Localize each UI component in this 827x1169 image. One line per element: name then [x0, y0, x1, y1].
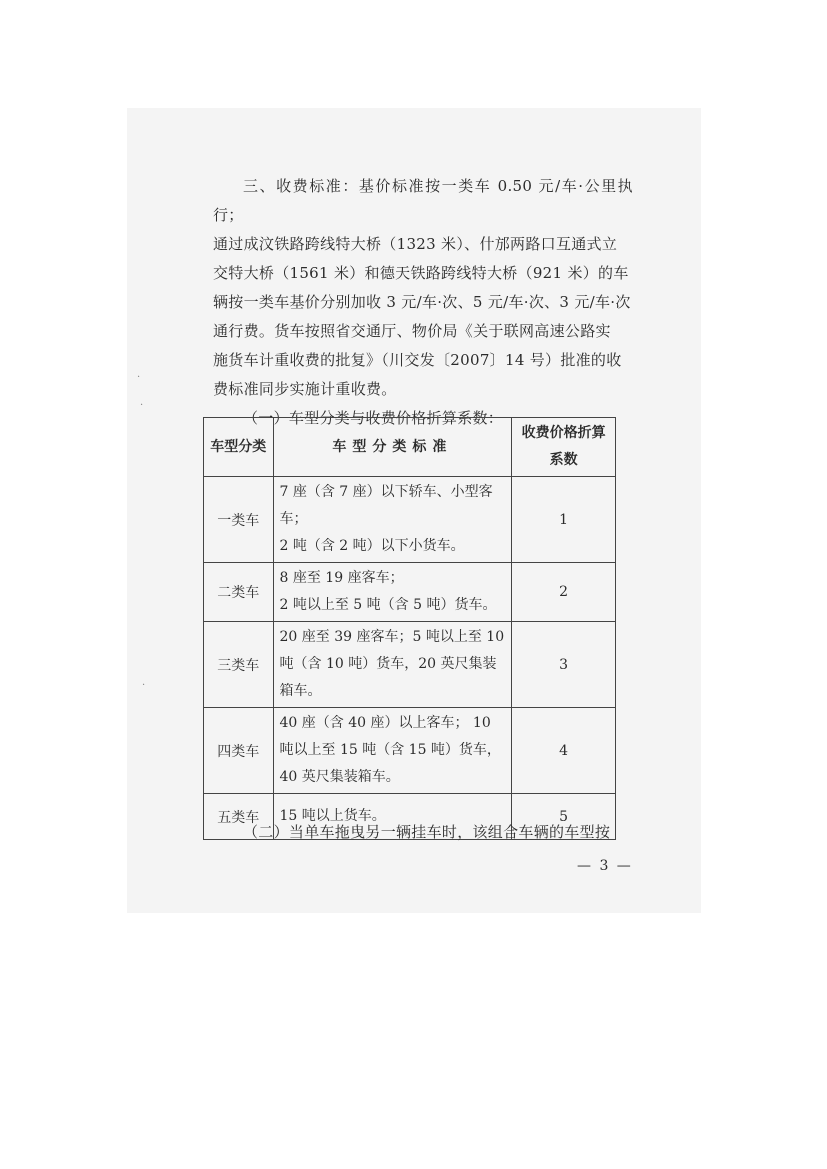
vehicle-type-cell: 一类车 — [204, 477, 274, 563]
scan-speck: · — [137, 372, 141, 383]
header-coefficient: 收费价格折算系数 — [512, 418, 616, 477]
criteria-cell — [273, 563, 512, 622]
criteria-cell — [273, 622, 512, 708]
vehicle-type-cell: 二类车 — [204, 563, 274, 622]
table-row — [204, 477, 616, 563]
intro-line: 施货车计重收费的批复》（川交发〔2007〕14 号）批准的收 — [213, 351, 622, 369]
table-row — [204, 563, 616, 622]
table-row — [204, 622, 616, 708]
intro-line: 三、收费标准：基价标准按一类车 0.50 元/车·公里执行； — [213, 177, 633, 224]
criteria-line: 40 座（含 40 座）以上客车； 10 吨以上至 15 吨（含 15 吨）货车，40 英尺集装箱车。 — [279, 715, 501, 785]
criteria-line: 2 吨以上至 5 吨（含 5 吨）货车。 — [279, 597, 497, 613]
coefficient-cell: 2 — [512, 563, 616, 622]
intro-paragraph — [213, 172, 633, 433]
criteria-line: 20 座至 39 座客车；5 吨以上至 10 吨（含 10 吨）货车，20 英尺集装箱车。 — [279, 629, 505, 699]
header-vehicle-type: 车型分类 — [204, 418, 274, 477]
criteria-cell — [273, 708, 512, 794]
criteria-line: 8 座至 19 座客车； — [279, 570, 404, 586]
table-header-row — [204, 418, 616, 477]
intro-line: 辆按一类车基价分别加收 3 元/车·次、5 元/车·次、3 元/车·次 — [213, 293, 631, 311]
vehicle-type-cell: 五类车 — [204, 794, 274, 840]
table-row — [204, 708, 616, 794]
criteria-line: 7 座（含 7 座）以下轿车、小型客车； — [279, 484, 493, 527]
criteria-line: 2 吨（含 2 吨）以下小货车。 — [279, 538, 465, 554]
coefficient-cell: 3 — [512, 622, 616, 708]
scan-speck: · — [140, 400, 144, 411]
section-two-text: （二）当单车拖曳另一辆挂车时，该组合车辆的车型按 — [243, 823, 611, 841]
vehicle-type-cell: 四类车 — [204, 708, 274, 794]
vehicle-type-cell: 三类车 — [204, 622, 274, 708]
section-one-heading: （一）车型分类与收费价格折算系数： — [243, 409, 504, 427]
coefficient-cell: 1 — [512, 477, 616, 563]
vehicle-classification-table — [203, 417, 616, 840]
intro-line: 通行费。货车按照省交通厅、物价局《关于联网高速公路实 — [213, 322, 611, 340]
intro-line: 通过成汶铁路跨线特大桥（1323 米）、什邡两路口互通式立 — [213, 235, 618, 253]
criteria-line: 15 吨以上货车。 — [279, 808, 386, 824]
header-criteria: 车型分类标准 — [273, 418, 512, 477]
intro-line: 费标准同步实施计重收费。 — [213, 380, 397, 398]
section-two-paragraph — [213, 818, 633, 847]
page-number: — 3 — — [577, 858, 633, 874]
intro-line: 交特大桥（1561 米）和德天铁路跨线特大桥（921 米）的车 — [213, 264, 629, 282]
coefficient-cell: 5 — [512, 794, 616, 840]
scan-speck: · — [142, 680, 146, 691]
coefficient-cell: 4 — [512, 708, 616, 794]
criteria-cell — [273, 477, 512, 563]
